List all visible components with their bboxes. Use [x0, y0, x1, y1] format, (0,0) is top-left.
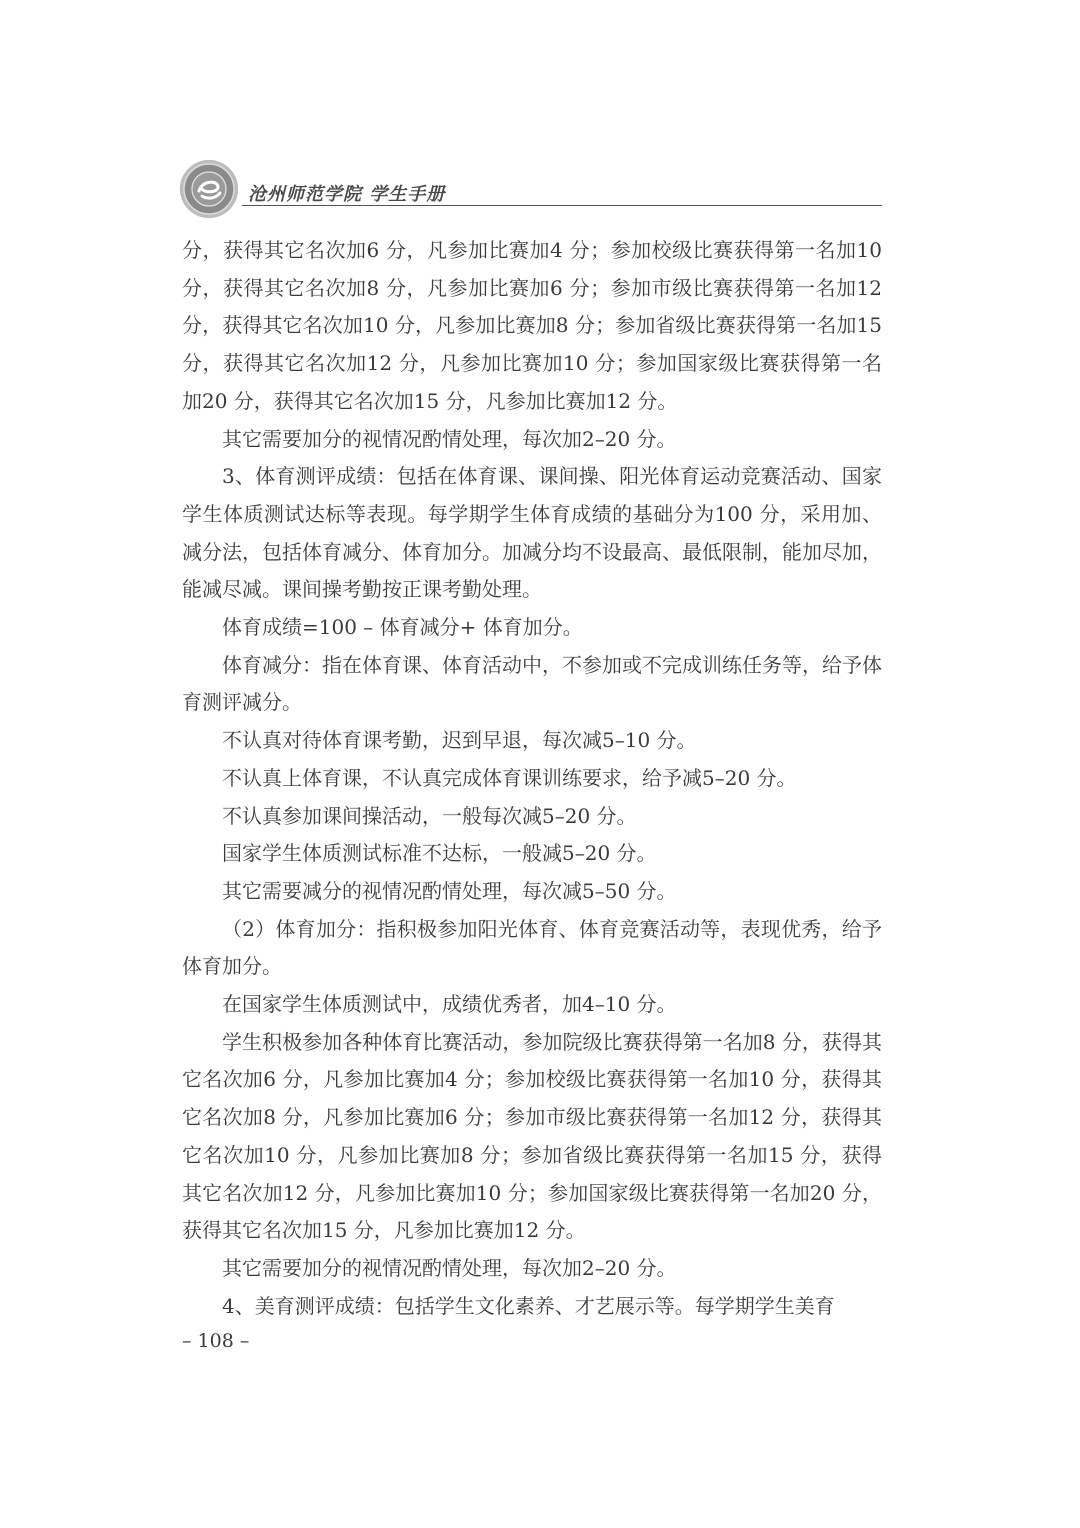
body-paragraph: 分，获得其它名次加6 分，凡参加比赛加4 分；参加校级比赛获得第一名加10 分，获得其它名次加8 分，凡参加比赛加6 分；参加市级比赛获得第一名加12 分，获得其它名次加10 分，凡参加比赛加8 分；参加省级比赛获得第一名加15 分，获得其它名次加12 分，凡参加比赛加10 分；参加国家级比赛获得第一名加20 分，获得其它名次加15 分，凡参加比赛加12 分。 [182, 238, 882, 413]
body-paragraph: 学生积极参加各种体育比赛活动，参加院级比赛获得第一名加8 分，获得其它名次加6 分，凡参加比赛加4 分；参加校级比赛获得第一名加10 分，获得其它名次加8 分，凡参加比赛加6 分；参加市级比赛获得第一名加12 分，获得其它名次加10 分，凡参加比赛加8 分；参加省级比赛获得第一名加15 分，获得其它名次加12 分，凡参加比赛加10 分；参加国家级比赛获得第一名加20 分，获得其它名次加15 分，凡参加比赛加12 分。 [182, 1029, 882, 1243]
school-logo-icon [180, 160, 238, 218]
header-title: 沧州师范学院 学生手册 [248, 184, 446, 205]
body-paragraph: 其它需要加分的视情况酌情处理，每次加2–20 分。 [222, 1255, 677, 1280]
body-paragraph: 其它需要减分的视情况酌情处理，每次减5–50 分。 [222, 878, 677, 903]
body-paragraph: 不认真参加课间操活动，一般每次减5–20 分。 [222, 803, 637, 828]
body-paragraph: （2）体育加分：指积极参加阳光体育、体育竞赛活动等，表现优秀，给予体育加分。 [182, 916, 882, 979]
header-divider [242, 205, 882, 206]
page-number: – 108 – [182, 1330, 250, 1352]
body-paragraph: 不认真对待体育课考勤，迟到早退，每次减5–10 分。 [222, 728, 697, 753]
body-paragraph: 体育减分：指在体育课、体育活动中，不参加或不完成训练任务等，给予体育测评减分。 [182, 652, 882, 715]
body-paragraph: 国家学生体质测试标准不达标，一般减5–20 分。 [222, 841, 657, 866]
body-paragraph: 在国家学生体质测试中，成绩优秀者，加4–10 分。 [222, 992, 677, 1017]
body-paragraph: 4、美育测评成绩：包括学生文化素养、才艺展示等。每学期学生美育 [222, 1293, 835, 1318]
body-paragraph: 体育成绩=100 – 体育减分+ 体育加分。 [222, 615, 583, 640]
page-body [182, 232, 882, 1325]
body-paragraph: 3、体育测评成绩：包括在体育课、课间操、阳光体育运动竞赛活动、国家学生体质测试达标等表现。每学期学生体育成绩的基础分为100 分，采用加、减分法，包括体育减分、体育加分。加减分均不设最高、最低限制，能加尽加，能减尽减。课间操考勤按正课考勤处理。 [182, 464, 882, 602]
page-header [180, 160, 882, 220]
body-paragraph: 其它需要加分的视情况酌情处理，每次加2–20 分。 [222, 426, 677, 451]
body-paragraph: 不认真上体育课，不认真完成体育课训练要求，给予减5–20 分。 [222, 765, 797, 790]
